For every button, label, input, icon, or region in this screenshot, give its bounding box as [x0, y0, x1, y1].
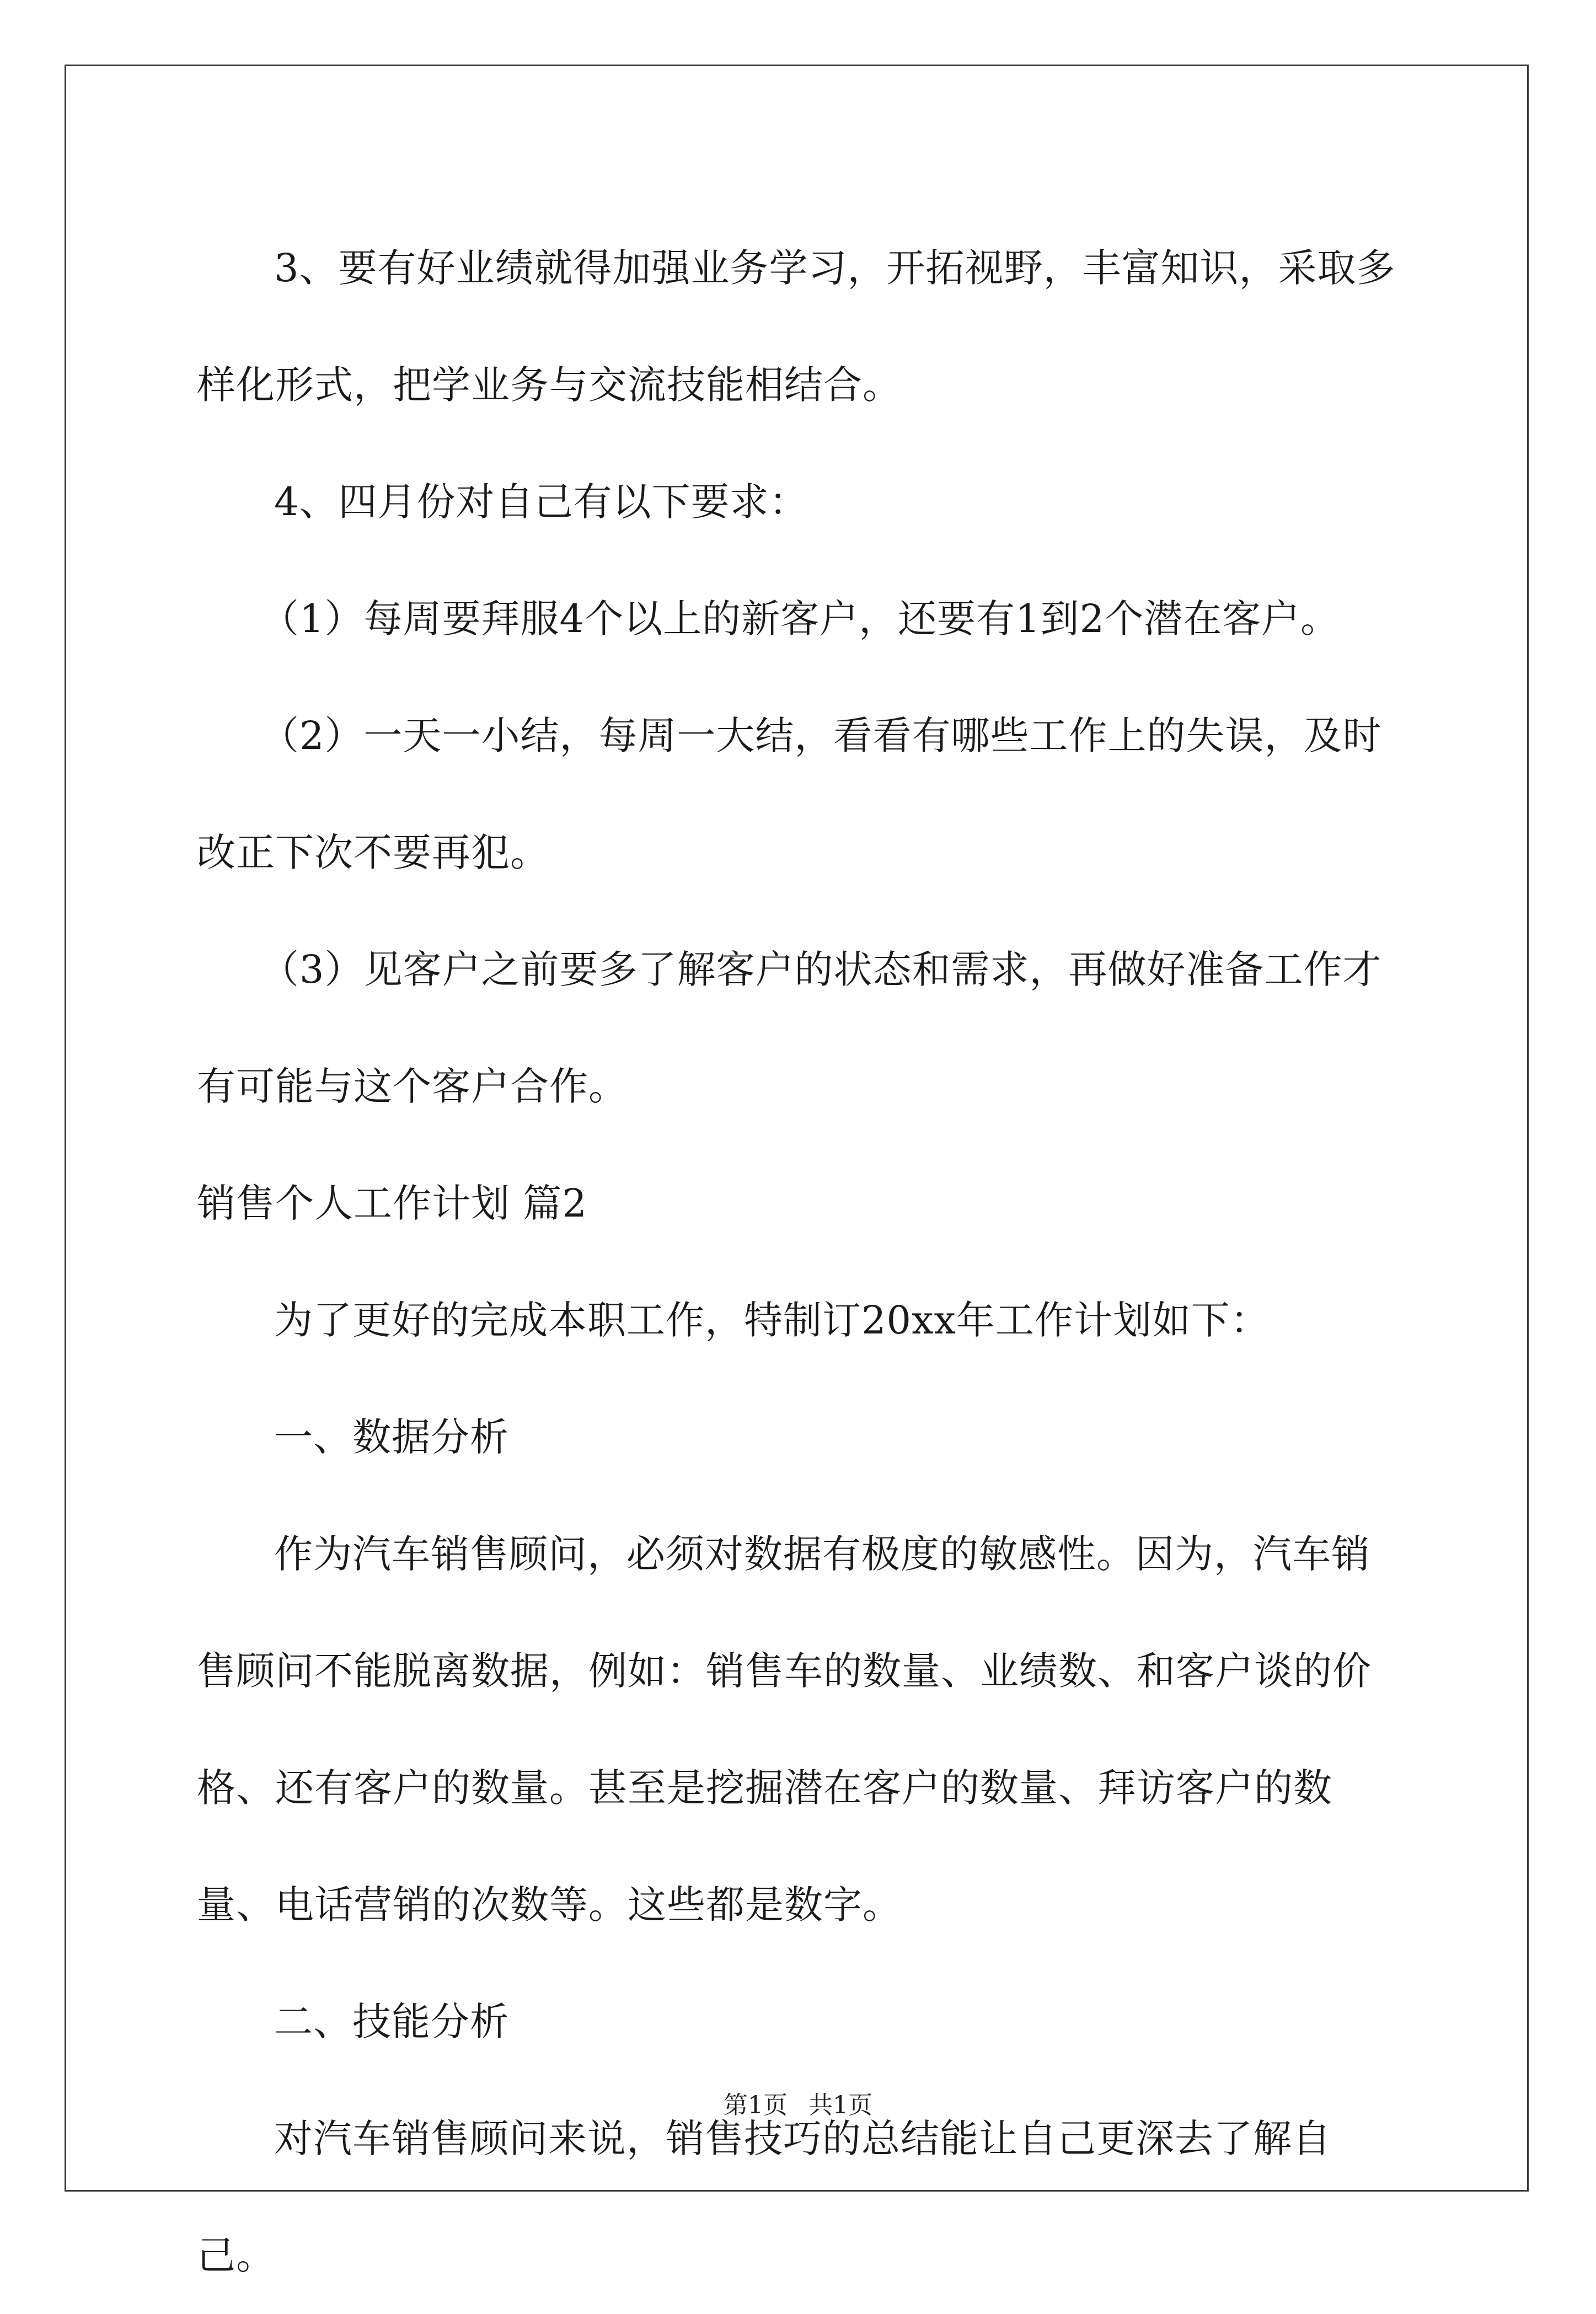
paragraph: 作为汽车销售顾问，必须对数据有极度的敏感性。因为，汽车销售顾问不能脱离数据，例如：销售车的数量、业绩数、和客户谈的价格、还有客户的数量。甚至是挖掘潜在客户的数量、拜访客户的数量、电话营销的次数等。这些都是数字。 — [197, 1531, 1372, 1927]
paragraph: （2）一天一小结，每周一大结，看看有哪些工作上的失误，及时改正下次不要再犯。 — [197, 713, 1382, 875]
document-body — [197, 210, 1399, 2314]
subheading: 二、技能分析 — [274, 1999, 509, 2044]
paragraph: （1）每周要拜服4个以上的新客户，还要有1到2个潜在客户。 — [260, 596, 1340, 641]
paragraph: 对汽车销售顾问来说，销售技巧的总结能让自己更深去了解自己。 — [197, 2116, 1331, 2278]
section-heading: 销售个人工作计划 篇2 — [197, 1181, 587, 1226]
page-total: 共1页 — [808, 2091, 872, 2119]
paragraph: 4、四月份对自己有以下要求： — [274, 479, 808, 524]
paragraph: 3、要有好业绩就得加强业务学习，开拓视野，丰富知识，采取多样化形式，把学业务与交流技能相结合。 — [197, 245, 1396, 408]
paragraph: 为了更好的完成本职工作，特制订20xx年工作计划如下： — [274, 1298, 1270, 1343]
paragraph: （3）见客户之前要多了解客户的状态和需求，再做好准备工作才有可能与这个客户合作。 — [197, 947, 1382, 1109]
page-footer — [0, 2089, 1596, 2122]
subheading: 一、数据分析 — [274, 1415, 509, 1460]
page-number: 第1页 — [724, 2091, 788, 2119]
